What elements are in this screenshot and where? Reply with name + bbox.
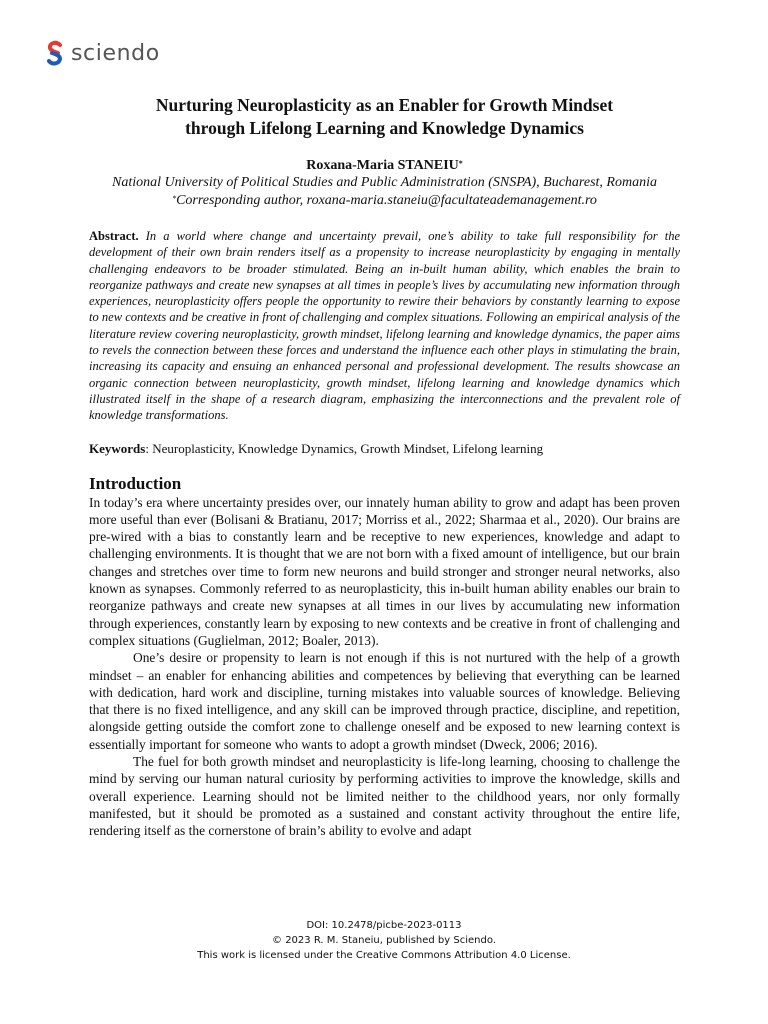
page-footer bbox=[0, 918, 768, 963]
abstract-text: In a world where change and uncertainty prevail, one’s ability to take full responsibility for the development of their own brain renders itself as a propensity to increase neuroplasticity by engaging in mentally challenging endeavors to be broader stimulated. Being an in-built human ability, which enables the brain to reorganize pathways and create new synapses at all times in people’s lives by accumulating new information through experiences, neuroplasticity offers people the opportunity to rewire their behaviors by constantly learning to expose to new contexts and be creative in front of challenging and complex situations. Following an empirical analysis of the literature review covering neuroplasticity, growth mindset, lifelong learning and knowledge dynamics, the paper aims to revels the connection between these forces and understand the influence each other plays in stimulating the brain, increasing its capacity and ensuing an enhanced personal and professional development. The results showcase an organic connection between neuroplasticity, growth mindset, lifelong learning and knowledge dynamics which illustrated itself in the shape of a research diagram, emphasizing the interconnections and the prevalent role of knowledge transformations. bbox=[89, 229, 681, 423]
publisher-logo bbox=[46, 40, 160, 66]
keywords bbox=[89, 440, 680, 457]
author-name: Roxana-Maria STANEIU bbox=[306, 158, 459, 173]
paper-page bbox=[89, 94, 680, 840]
title-line-1: Nurturing Neuroplasticity as an Enabler for Growth Mindset bbox=[155, 95, 614, 115]
intro-paragraph-2: One’s desire or propensity to learn is not enough if this is not nurtured with the help of a growth mindset – an enabler for enhancing abilities and competences by believing that everything can be learned with dedication, hard work and discipline, turning mistakes into valuable sources of knowledge. Believing that there is no fixed intelligence, and any skill can be improved through practice, discipline, and repetition, alongside getting outside the comfort zone to challenge oneself and be exposed to new learning context is essentially important for someone who wants to adopt a growth mindset (Dweck, 2006; 2016). bbox=[89, 650, 680, 752]
logo-text: sciendo bbox=[71, 40, 160, 66]
intro-paragraph-1: In today’s era where uncertainty presides over, our innately human ability to grow and adapt has been proven more useful than ever (Bolisani & Bratianu, 2017; Morriss et al., 2022; Sharmaa et al., 2020). Our brains are pre-wired with a bias to constantly learn and be receptive to new experiences, knowledge and adapt to challenging environments. It is thought that we are not born with a fixed amount of intelligence, but our brain changes and stretches over time to form new neurons and build stronger and stronger neural networks, also known as synapses. Commonly referred to as neuroplasticity, this in-built human ability enables our brain to reorganize pathways and create new synapses at all times in our lives by accumulating new information through experiences, constantly learn by exposing to new contexts and be creative in front of challenging and complex situations (Guglielman, 2012; Boaler, 2013). bbox=[89, 494, 680, 648]
title-line-2: through Lifelong Learning and Knowledge Dynamics bbox=[185, 118, 584, 138]
footer-doi: DOI: 10.2478/picbe-2023-0113 bbox=[306, 920, 462, 931]
corresponding-mark: * bbox=[172, 194, 177, 203]
footer-license: This work is licensed under the Creative Commons Attribution 4.0 License. bbox=[197, 950, 571, 961]
footer-copyright: © 2023 R. M. Staneiu, published by Sciendo. bbox=[272, 935, 496, 946]
corresponding-author bbox=[89, 192, 680, 210]
author bbox=[89, 157, 680, 174]
sciendo-logo-icon bbox=[46, 40, 64, 66]
abstract-label: Abstract. bbox=[89, 229, 139, 243]
paper-title bbox=[89, 94, 680, 140]
section-heading-introduction: Introduction bbox=[89, 473, 182, 493]
affiliation: National University of Political Studies and Public Administration (SNSPA), Bucharest, Romania bbox=[112, 175, 657, 190]
corresponding-text: Corresponding author, roxana-maria.staneiu@facultateademanagement.ro bbox=[176, 193, 597, 208]
intro-paragraph-3: The fuel for both growth mindset and neuroplasticity is life-long learning, choosing to challenge the mind by serving our human natural curiosity by performing activities to improve the knowledge, skills and overall experience. Learning should not be limited neither to the childhood years, nor only formally manifested, but it should be promoted as a sustained and constant activity throughout the entire life, rendering itself as the cornerstone of brain’s ability to evolve and adapt bbox=[89, 754, 680, 839]
keywords-text: : Neuroplasticity, Knowledge Dynamics, Growth Mindset, Lifelong learning bbox=[145, 440, 544, 456]
keywords-label: Keywords bbox=[89, 440, 146, 456]
author-mark: * bbox=[458, 159, 463, 168]
abstract bbox=[89, 228, 680, 424]
